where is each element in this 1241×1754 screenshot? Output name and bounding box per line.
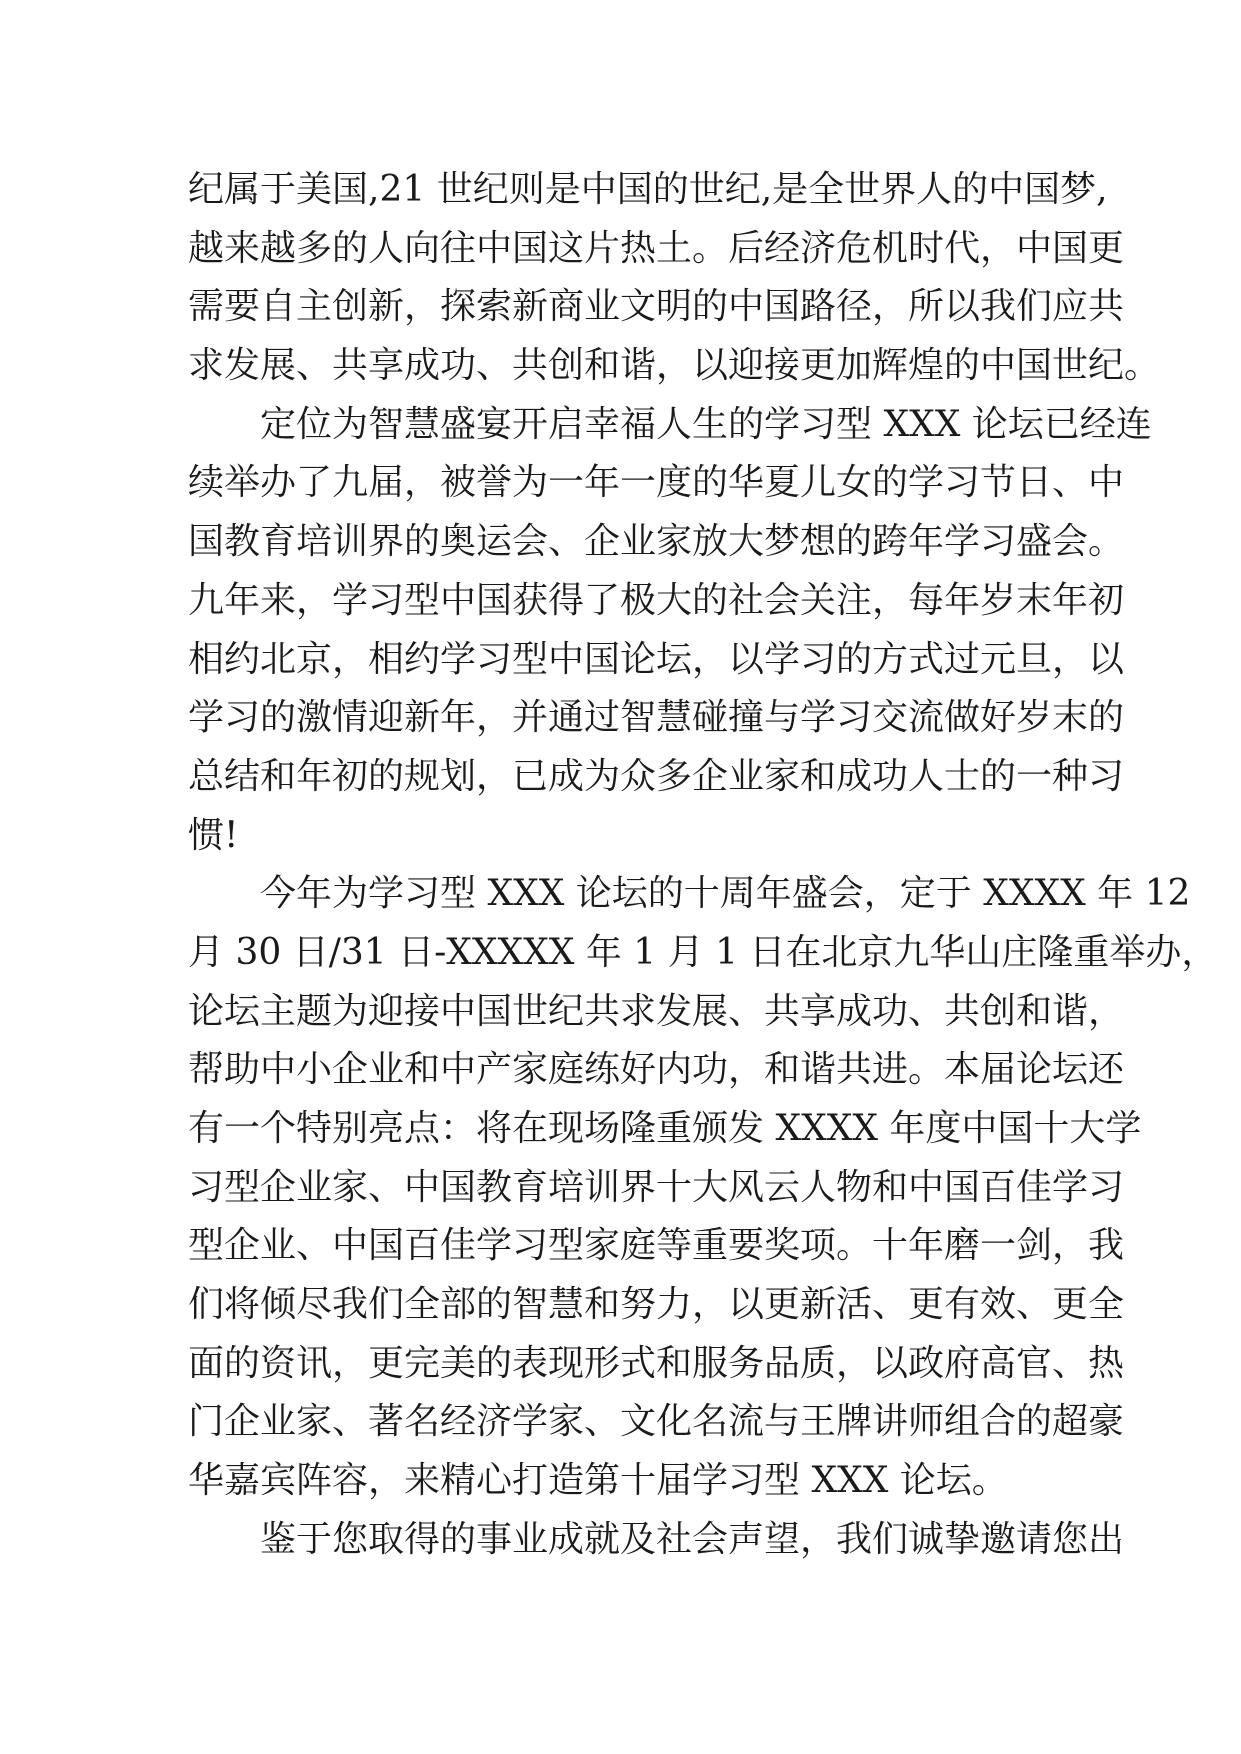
text-line: 越来越多的人向往中国这片热土。后经济危机时代，中国更 — [188, 227, 1125, 269]
body-text — [188, 161, 1218, 1570]
text-line: 求发展、共享成功、共创和谐，以迎接更加辉煌的中国世纪。 — [188, 345, 1161, 387]
text-line: 相约北京，相约学习型中国论坛，以学习的方式过元旦，以 — [188, 638, 1125, 680]
text-line: 帮助中小企业和中产家庭练好内功，和谐共进。本届论坛还 — [188, 1049, 1125, 1091]
text-line: 九年来，学习型中国获得了极大的社会关注，每年岁末年初 — [188, 579, 1125, 621]
text-line: 学习的激情迎新年，并通过智慧碰撞与学习交流做好岁末的 — [188, 697, 1125, 739]
text-line: 定位为智慧盛宴开启幸福人生的学习型 XXX 论坛已经连 — [260, 403, 1152, 445]
text-line: 们将倾尽我们全部的智慧和努力，以更新活、更有效、更全 — [188, 1284, 1125, 1326]
text-line: 续举办了九届，被誉为一年一度的华夏儿女的学习节日、中 — [188, 462, 1125, 504]
text-line: 面的资讯，更完美的表现形式和服务品质，以政府高官、热 — [188, 1342, 1125, 1384]
text-line: 惯! — [188, 814, 239, 856]
text-line: 习型企业家、中国教育培训界十大风云人物和中国百佳学习 — [188, 1166, 1125, 1208]
text-line: 门企业家、著名经济学家、文化名流与王牌讲师组合的超豪 — [188, 1401, 1125, 1443]
text-line: 型企业、中国百佳学习型家庭等重要奖项。十年磨一剑，我 — [188, 1225, 1125, 1267]
text-line: 月 30 日/31 日-XXXXX 年 1 月 1 日在北京九华山庄隆重举办， — [188, 931, 1218, 973]
text-line: 有一个特别亮点：将在现场隆重颁发 XXXX 年度中国十大学 — [188, 1108, 1142, 1149]
text-line: 需要自主创新，探索新商业文明的中国路径，所以我们应共 — [188, 286, 1125, 328]
text-line: 华嘉宾阵容，来精心打造第十届学习型 XXX 论坛。 — [188, 1460, 1008, 1502]
text-line: 论坛主题为迎接中国世纪共求发展、共享成功、共创和谐， — [188, 990, 1125, 1032]
text-line: 鉴于您取得的事业成就及社会声望，我们诚挚邀请您出 — [260, 1518, 1125, 1560]
text-line: 今年为学习型 XXX 论坛的十周年盛会，定于 XXXX 年 12 — [260, 873, 1191, 915]
text-line: 纪属于美国,21 世纪则是中国的世纪,是全世界人的中国梦, — [188, 169, 1108, 210]
text-line: 总结和年初的规划，已成为众多企业家和成功人士的一种习 — [188, 755, 1125, 797]
text-line: 国教育培训界的奥运会、企业家放大梦想的跨年学习盛会。 — [188, 521, 1125, 563]
